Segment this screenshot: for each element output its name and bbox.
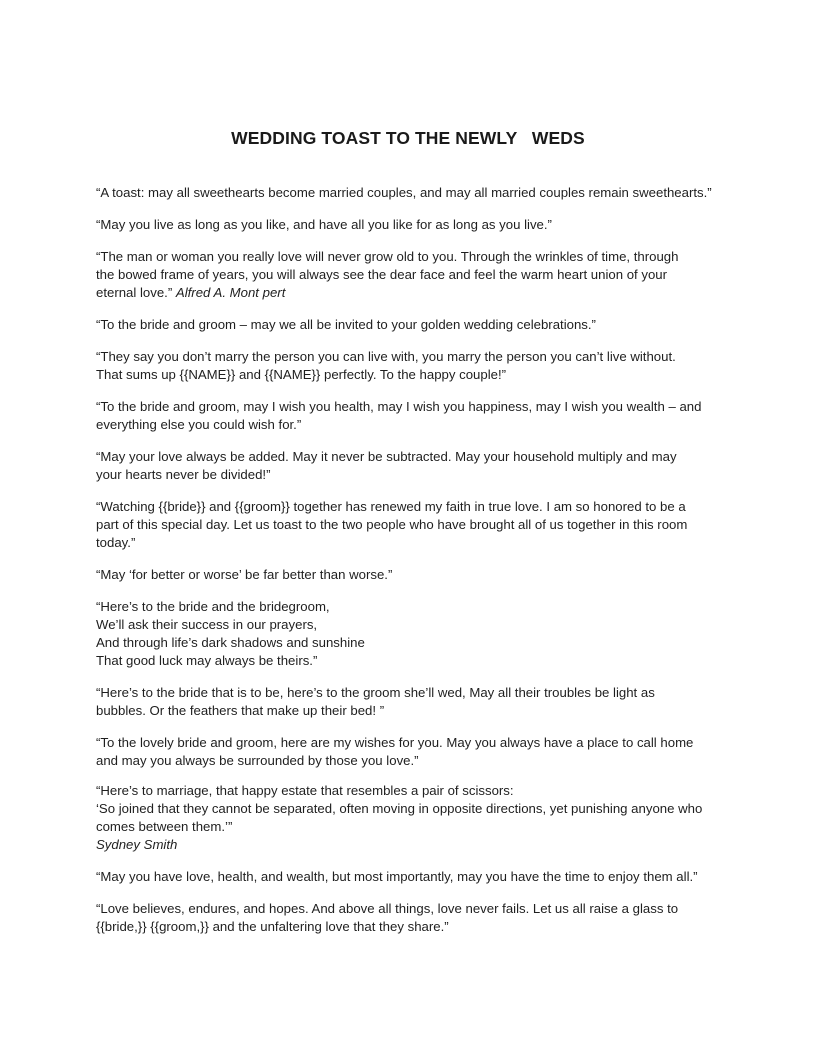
text-line: “May your love always be added. May it never be subtracted. May your household multiply and may — [96, 449, 677, 464]
text-line: And through life’s dark shadows and sunshine — [96, 635, 365, 650]
toast-paragraph — [96, 216, 730, 234]
text-line: “They say you don’t marry the person you can live with, you marry the person you can’t live without. — [96, 349, 676, 364]
text-line: “To the bride and groom – may we all be invited to your golden wedding celebrations.” — [96, 317, 596, 332]
quote-author: Sydney Smith — [96, 837, 178, 852]
toast-paragraph — [96, 184, 730, 202]
toast-paragraph — [96, 498, 730, 552]
text-line: We’ll ask their success in our prayers, — [96, 617, 318, 632]
text-line: “May ‘for better or worse’ be far better than worse.” — [96, 567, 393, 582]
toast-paragraph — [96, 398, 730, 434]
text-line: That sums up {{NAME}} and {{NAME}} perfectly. To the happy couple!” — [96, 367, 507, 382]
text-line: “To the lovely bride and groom, here are my wishes for you. May you always have a place to call home — [96, 735, 694, 750]
text-line: “Watching {{bride}} and {{groom}} together has renewed my faith in true love. I am so honored to be a — [96, 499, 686, 514]
text-line: “A toast: may all sweethearts become married couples, and may all married couples remain sweethearts.” — [96, 185, 712, 200]
text-line: comes between them.’” — [96, 819, 233, 834]
text-line: bubbles. Or the feathers that make up their bed! ” — [96, 703, 385, 718]
toast-paragraph — [96, 900, 730, 936]
text-line: “Here’s to the bride that is to be, here’s to the groom she’ll wed, May all their troubles be light as — [96, 685, 655, 700]
text-line: and may you always be surrounded by those you love.” — [96, 753, 419, 768]
toast-paragraph — [96, 782, 730, 854]
text-line: “Here’s to marriage, that happy estate that resembles a pair of scissors: — [96, 783, 514, 798]
text-line: everything else you could wish for.” — [96, 417, 302, 432]
toast-list — [96, 184, 730, 950]
page-title: WEDDING TOAST TO THE NEWLY WEDS — [231, 128, 585, 148]
toast-paragraph — [96, 734, 730, 770]
toast-paragraph — [96, 316, 730, 334]
text-line: “Here’s to the bride and the bridegroom, — [96, 599, 330, 614]
text-line: {{bride,}} {{groom,}} and the unfaltering love that they share.” — [96, 919, 449, 934]
toast-paragraph — [96, 566, 730, 584]
text-line: “The man or woman you really love will never grow old to you. Through the wrinkles of time, through — [96, 249, 679, 264]
toast-paragraph — [96, 248, 730, 302]
toast-paragraph — [96, 348, 730, 384]
text-line: “To the bride and groom, may I wish you health, may I wish you happiness, may I wish you wealth – and — [96, 399, 702, 414]
toast-paragraph — [96, 684, 730, 720]
text-line: ‘So joined that they cannot be separated, often moving in opposite directions, yet punishing anyone who — [96, 801, 703, 816]
text-line — [96, 284, 730, 302]
text-line: That good luck may always be theirs.” — [96, 653, 318, 668]
toast-paragraph — [96, 868, 730, 886]
text-line: “May you have love, health, and wealth, but most importantly, may you have the time to enjoy them all.” — [96, 869, 698, 884]
toast-paragraph — [96, 598, 730, 670]
text-line: today.” — [96, 535, 136, 550]
quote-author: Alfred A. Mont pert — [175, 285, 286, 300]
text-line: “May you live as long as you like, and have all you like for as long as you live.” — [96, 217, 552, 232]
text-line: “Love believes, endures, and hopes. And above all things, love never fails. Let us all raise a glass to — [96, 901, 679, 916]
toast-paragraph — [96, 448, 730, 484]
text-line: part of this special day. Let us toast to the two people who have brought all of us together in this room — [96, 517, 688, 532]
text-line: your hearts never be divided!” — [96, 467, 271, 482]
text-fragment: eternal love.” — [96, 285, 173, 300]
text-line: the bowed frame of years, you will always see the dear face and feel the warm heart union of your — [96, 267, 668, 282]
